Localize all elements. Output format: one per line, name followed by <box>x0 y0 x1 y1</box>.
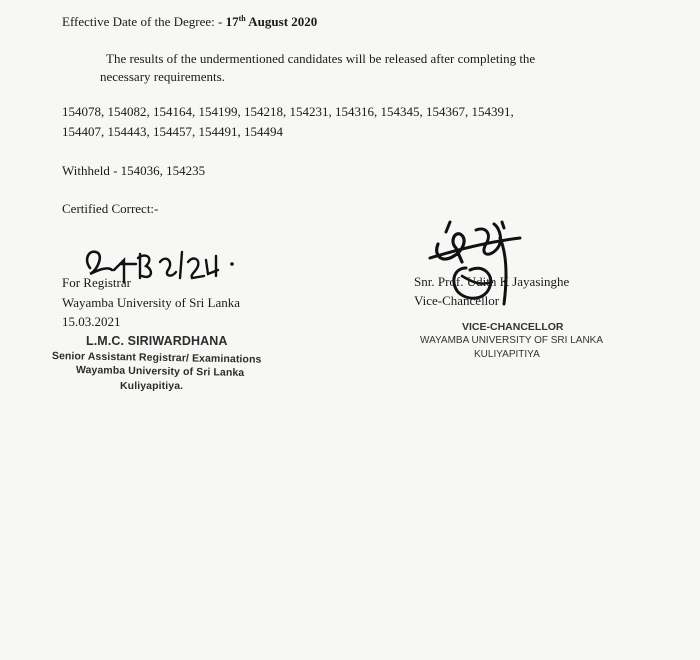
effective-date-label: Effective Date of the Degree: - <box>62 14 226 29</box>
stamp-vc-title: VICE-CHANCELLOR <box>462 321 564 333</box>
vice-chancellor-title: Vice-Chancellor <box>414 293 500 308</box>
effective-date-value <box>226 14 318 29</box>
for-registrar: For Registrar <box>62 275 131 290</box>
vice-chancellor-name: Snr. Prof. Udith K Jayasinghe <box>414 274 570 289</box>
effective-date-suffix: th <box>238 14 246 23</box>
effective-date-month-year: August 2020 <box>245 14 318 29</box>
stamp-registrar-title: Senior Assistant Registrar/ Examinations <box>51 350 262 366</box>
left-date: 15.03.2021 <box>62 314 121 329</box>
certified-correct: Certified Correct:- <box>62 201 159 216</box>
candidate-numbers-line2: 154407, 154443, 154457, 154491, 154494 <box>62 124 283 139</box>
stamp-vc-place: KULIYAPITIYA <box>474 349 540 360</box>
release-notice-line1: The results of the undermentioned candidates will be released after completing the <box>106 51 536 66</box>
stamp-registrar-name: L.M.C. SIRIWARDHANA <box>86 334 228 348</box>
candidate-numbers-line1: 154078, 154082, 154164, 154199, 154218, 154231, 154316, 154345, 154367, 154391, <box>62 104 514 119</box>
left-institution: Wayamba University of Sri Lanka <box>62 295 241 310</box>
withheld-line: Withheld - 154036, 154235 <box>62 163 206 178</box>
stamp-registrar-place: Kuliyapitiya. <box>120 380 184 392</box>
effective-date-line <box>62 14 317 30</box>
stamp-registrar-university: Wayamba University of Sri Lanka <box>75 364 245 379</box>
release-notice-line2: necessary requirements. <box>100 69 225 84</box>
effective-date-day: 17 <box>225 14 239 29</box>
stamp-vc-university: WAYAMBA UNIVERSITY OF SRI LANKA <box>420 335 604 346</box>
